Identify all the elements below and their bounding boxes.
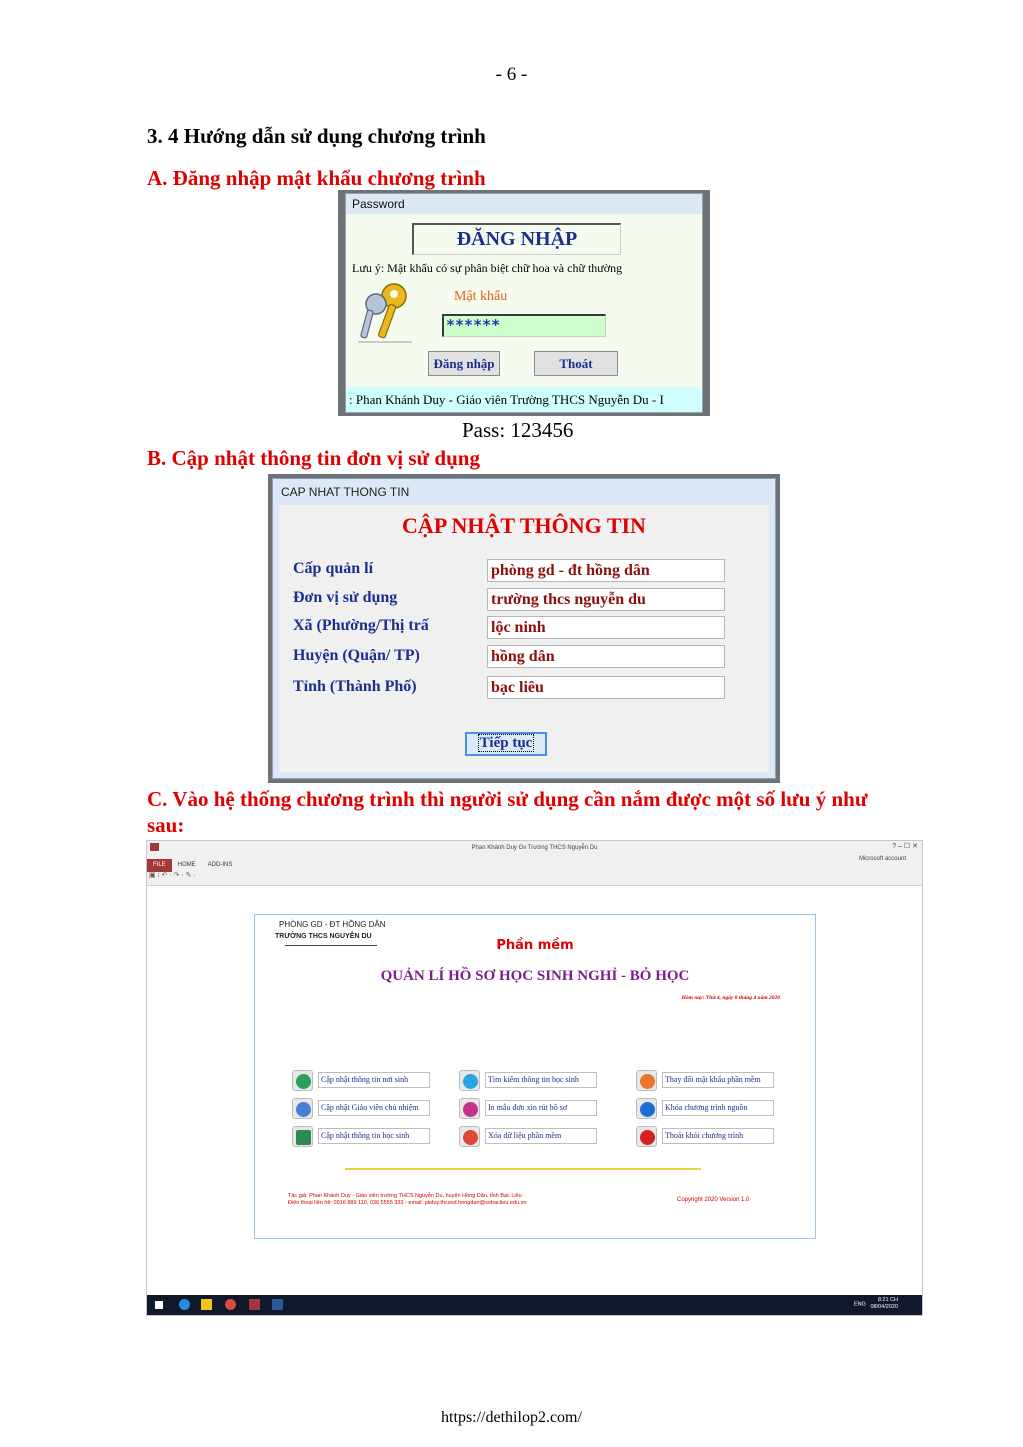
login-heading: ĐĂNG NHẬP xyxy=(412,223,621,255)
field-don-vi[interactable]: trường thcs nguyễn du xyxy=(487,588,725,611)
delete-icon xyxy=(459,1126,480,1147)
current-date: Hôm nay: Thứ 4, ngày 8 tháng 4 năm 2020 xyxy=(681,995,780,1001)
clock-time: 8:21 CH xyxy=(877,1297,898,1303)
divider-line xyxy=(345,1168,701,1170)
btn-label: Cập nhật thông tin học sinh xyxy=(318,1128,430,1144)
btn-label: Tìm kiếm thông tin học sinh xyxy=(485,1072,597,1088)
org-line-1: PHÒNG GD - ĐT HỒNG DÂN xyxy=(279,920,386,929)
app-window-screenshot xyxy=(146,840,923,1316)
org-line-2: TRƯỜNG THCS NGUYỄN DU xyxy=(275,933,372,940)
row-label-don-vi: Đơn vị sử dụng xyxy=(293,589,398,606)
btn-label: Cập nhật thông tin nơi sinh xyxy=(318,1072,430,1088)
quick-access-toolbar[interactable]: ▣ ⁞ ↶ · ↷ · ✎ · xyxy=(149,872,196,879)
section-heading: 3. 4 Hướng dẫn sử dụng chương trình xyxy=(147,124,486,148)
password-field[interactable]: ****** xyxy=(442,314,606,337)
taskbar xyxy=(147,1295,922,1315)
field-tinh[interactable]: bạc liêu xyxy=(487,676,725,699)
system-tray xyxy=(854,1297,898,1311)
main-form xyxy=(254,914,816,1239)
field-xa[interactable]: lộc ninh xyxy=(487,616,725,639)
footer-url[interactable]: https://dethilop2.com/ xyxy=(441,1409,582,1426)
btn-label: Khóa chương trình nguồn xyxy=(662,1100,774,1116)
login-note: Lưu ý: Mật khẩu có sự phân biệt chữ hoa và chữ thường xyxy=(352,261,623,275)
row-label-xa: Xã (Phường/Thị trấ xyxy=(293,617,429,634)
login-dialog-screenshot xyxy=(338,190,710,416)
clock-date: 08/04/2020 xyxy=(870,1304,898,1310)
btn-label: Thay đổi mật khẩu phần mềm xyxy=(662,1072,774,1088)
key-icon xyxy=(354,280,414,344)
password-label: Mật khẩu xyxy=(454,289,508,304)
update-heading: CẬP NHẬT THÔNG TIN xyxy=(402,513,646,538)
software-title: QUẢN LÍ HỒ SƠ HỌC SINH NGHỈ - BỎ HỌC xyxy=(380,968,690,984)
btn-label: Xóa dữ liệu phần mềm xyxy=(485,1128,597,1144)
update-window-title: CAP NHAT THONG TIN xyxy=(281,485,410,499)
copyright: Copyright 2020 Version 1.0 xyxy=(677,1197,750,1203)
instagram-icon xyxy=(459,1098,480,1119)
access-icon[interactable] xyxy=(249,1299,260,1310)
exit-button[interactable]: Thoát xyxy=(534,351,618,376)
login-button[interactable]: Đăng nhập xyxy=(428,351,500,376)
part-a-heading: A. Đăng nhập mật khẩu chương trình xyxy=(147,166,486,190)
chrome-icon[interactable] xyxy=(225,1299,236,1310)
edge-icon[interactable] xyxy=(179,1299,190,1310)
author-line-1: Tác giả: Phan Khánh Duy - Giáo viên trường THCS Nguyễn Du, huyện Hồng Dân, tỉnh Bạc Liêu xyxy=(288,1193,522,1199)
clock-icon xyxy=(636,1070,657,1091)
telegram-icon xyxy=(459,1070,480,1091)
update-dialog-screenshot xyxy=(268,474,780,783)
login-footer: : Phan Khánh Duy - Giáo viên Trường THCS Nguyễn Du - I xyxy=(346,387,702,412)
row-label-huyen: Huyện (Quận/ TP) xyxy=(293,647,420,664)
tab-file[interactable]: FILE xyxy=(147,859,172,872)
language-indicator[interactable]: ENG xyxy=(853,1301,866,1308)
field-cap-quan-li[interactable]: phòng gd - đt hồng dân xyxy=(487,559,725,582)
continue-button[interactable] xyxy=(465,732,547,756)
app-window-title: Phan Khánh Duy Gv Trường THCS Nguyễn Du xyxy=(471,845,598,851)
author-info xyxy=(288,1193,526,1207)
row-label-tinh: Tỉnh (Thành Phố) xyxy=(293,678,417,695)
btn-label: In mẫu đơn xin rút hồ sơ xyxy=(485,1100,597,1116)
drive-icon xyxy=(292,1070,313,1091)
author-line-2: Điện thoại liên hệ: 0916 889 110, 036 5555 333 - email: pkduy.thcsnd.hongdan@sobaclieu.edu.vn xyxy=(288,1200,527,1206)
word-icon[interactable] xyxy=(272,1299,283,1310)
window-controls[interactable]: ? – ☐ ✕ xyxy=(892,843,918,850)
windows-start-icon[interactable] xyxy=(155,1301,163,1309)
software-label: Phần mềm xyxy=(496,938,574,953)
pass-caption: Pass: 123456 xyxy=(462,418,574,442)
account-label[interactable]: Microsoft account xyxy=(858,856,906,862)
key-icon xyxy=(636,1098,657,1119)
field-huyen[interactable]: hồng dân xyxy=(487,645,725,668)
row-label-cap-quan-li: Cấp quản lí xyxy=(293,560,374,577)
page-number: - 6 - xyxy=(495,64,528,85)
cloud-icon xyxy=(292,1098,313,1119)
tab-add-ins[interactable]: ADD-INS xyxy=(207,862,233,868)
btn-label: Thoát khỏi chương trình xyxy=(662,1128,774,1144)
folder-icon[interactable] xyxy=(201,1299,212,1310)
btn-label: Cập nhật Giáo viên chủ nhiệm xyxy=(318,1100,430,1116)
stop-icon xyxy=(636,1126,657,1147)
tab-home[interactable]: HOME xyxy=(177,862,196,868)
excel-icon xyxy=(292,1126,313,1147)
continue-label: Tiếp tục xyxy=(479,735,533,751)
app-client-area xyxy=(147,885,922,1295)
part-c-heading: C. Vào hệ thống chương trình thì người sử dụng cần nắm được một số lưu ý như sau: xyxy=(147,787,868,837)
login-window-title: Password xyxy=(346,194,702,214)
part-b-heading: B. Cập nhật thông tin đơn vị sử dụng xyxy=(147,446,480,470)
